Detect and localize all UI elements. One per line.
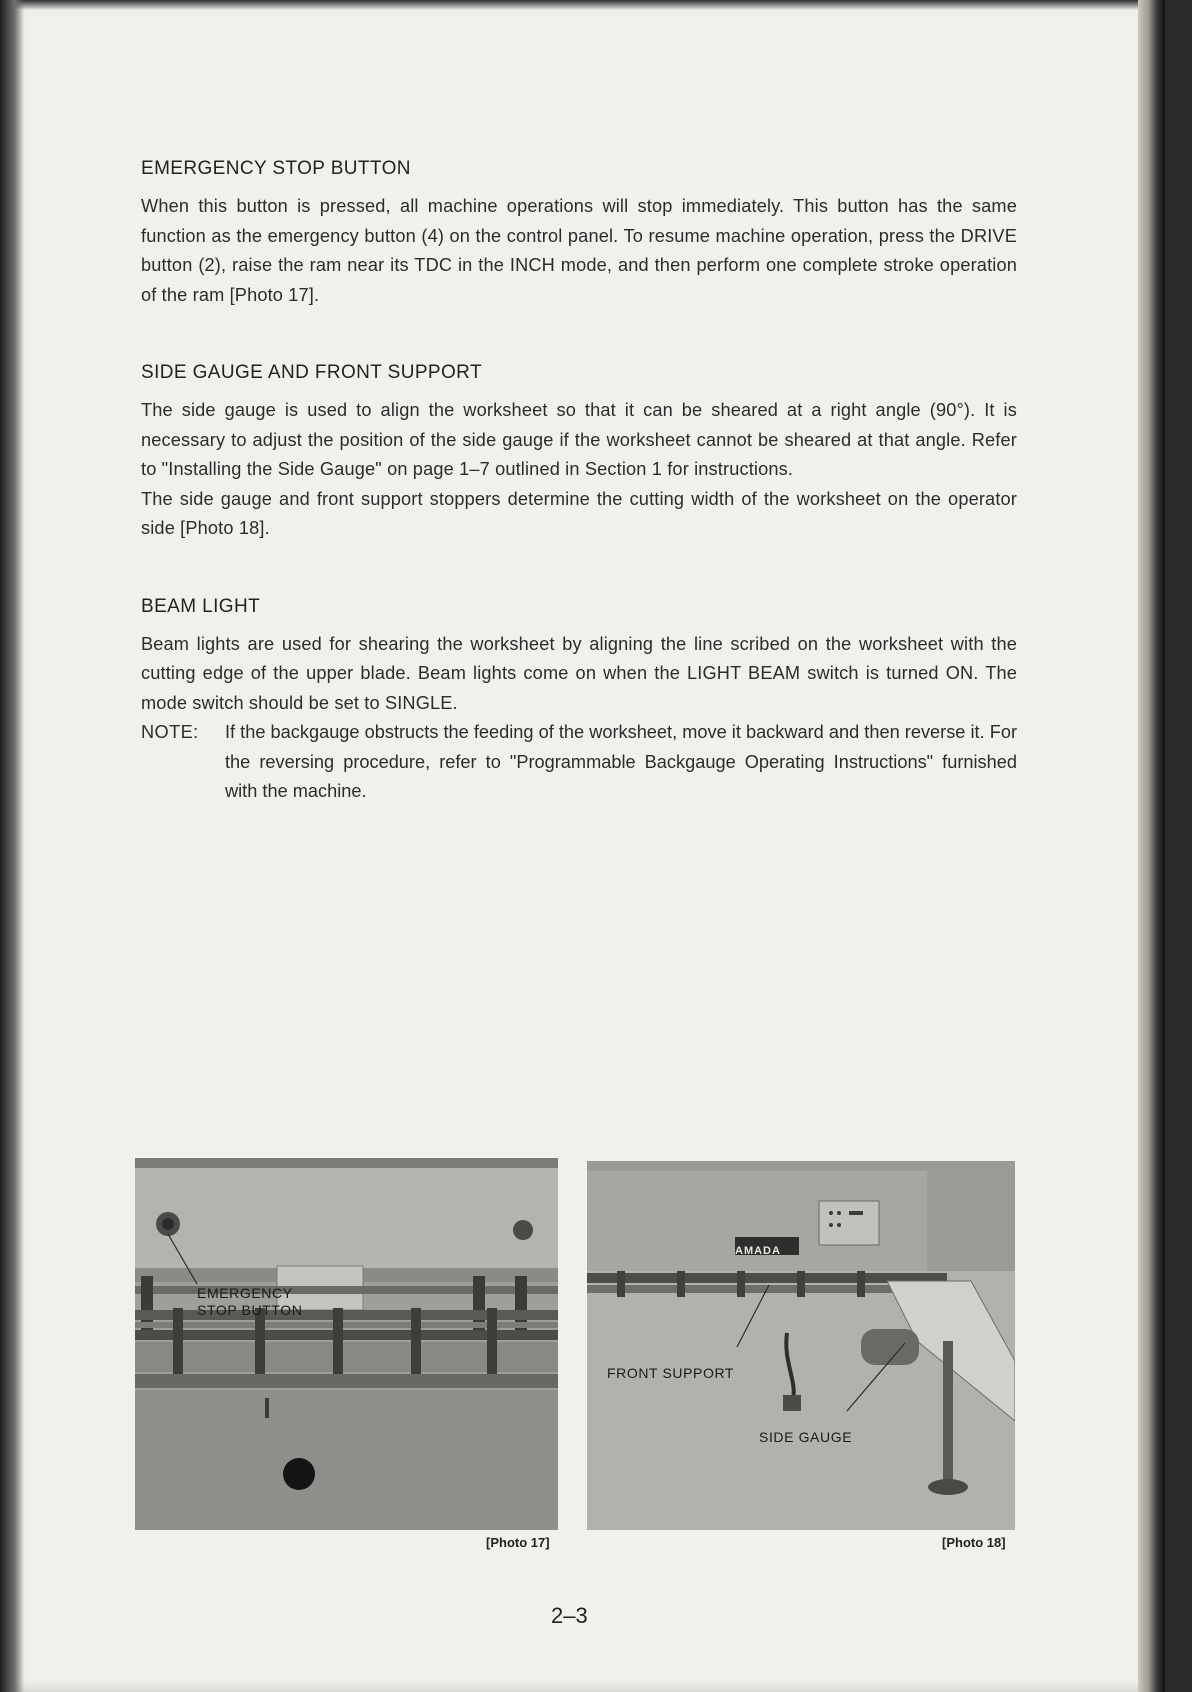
callout-front-support: FRONT SUPPORT (607, 1365, 735, 1381)
callout-stop-button: STOP BUTTON (197, 1302, 303, 1318)
text-content (141, 158, 1017, 859)
photo-17-illustration (135, 1158, 558, 1530)
photo-17 (135, 1158, 558, 1530)
callout-side-gauge: SIDE GAUGE (759, 1429, 853, 1445)
photo-18-illustration (587, 1161, 1015, 1530)
section-heading: SIDE GAUGE AND FRONT SUPPORT (141, 362, 482, 383)
section-emergency-stop (141, 158, 1017, 310)
photo-17-caption: [Photo 17] (486, 1535, 550, 1550)
note-label: NOTE: (141, 722, 199, 742)
section-paragraph: When this button is pressed, all machine operations will stop immediately. This button has the same function as the emergency button (4) on the control panel. To resume machine operation, press the DRIVE button (2), raise the ram near its TDC in the INCH mode, and then perform one complete stroke operation of the ram [Photo 17]. (141, 196, 1017, 305)
section-paragraph: The side gauge is used to align the worksheet so that it can be sheared at a right angle (90°). It is necessary to adjust the position of the side gauge if the worksheet cannot be sheared at that angle. Refer to "Installing the Side Gauge" on page 1–7 outlined in Section 1 for instructions. (141, 400, 1017, 479)
section-beam-light (141, 596, 1017, 807)
page-number: 2–3 (551, 1603, 588, 1628)
section-heading: BEAM LIGHT (141, 595, 261, 617)
section-heading: EMERGENCY STOP BUTTON (141, 158, 411, 179)
section-side-gauge (141, 362, 1017, 544)
note-text: If the backgauge obstructs the feeding of the worksheet, move it backward and then reverse it. For the reversing procedure, refer to "Programmable Backgauge Operating Instructions" furnished with the machine. (225, 722, 1017, 801)
binding-shadow (0, 0, 24, 1692)
photo-18 (587, 1161, 1015, 1530)
brand-logo-text: AMADA (735, 1245, 781, 1257)
page-right-edge (1138, 0, 1165, 1692)
callout-emergency: EMERGENCY (197, 1285, 293, 1301)
section-paragraph: Beam lights are used for shearing the worksheet by aligning the line scribed on the worksheet with the cutting edge of the upper blade. Beam lights come on when the LIGHT BEAM switch is turned ON. The mode switch should be set to SINGLE. (141, 633, 1017, 713)
section-paragraph: The side gauge and front support stoppers determine the cutting width of the worksheet on the operator side [Photo 18]. (141, 488, 1017, 538)
photo-18-caption: [Photo 18] (942, 1535, 1006, 1550)
note-block (141, 718, 1017, 807)
page-top-shadow (0, 0, 1165, 10)
